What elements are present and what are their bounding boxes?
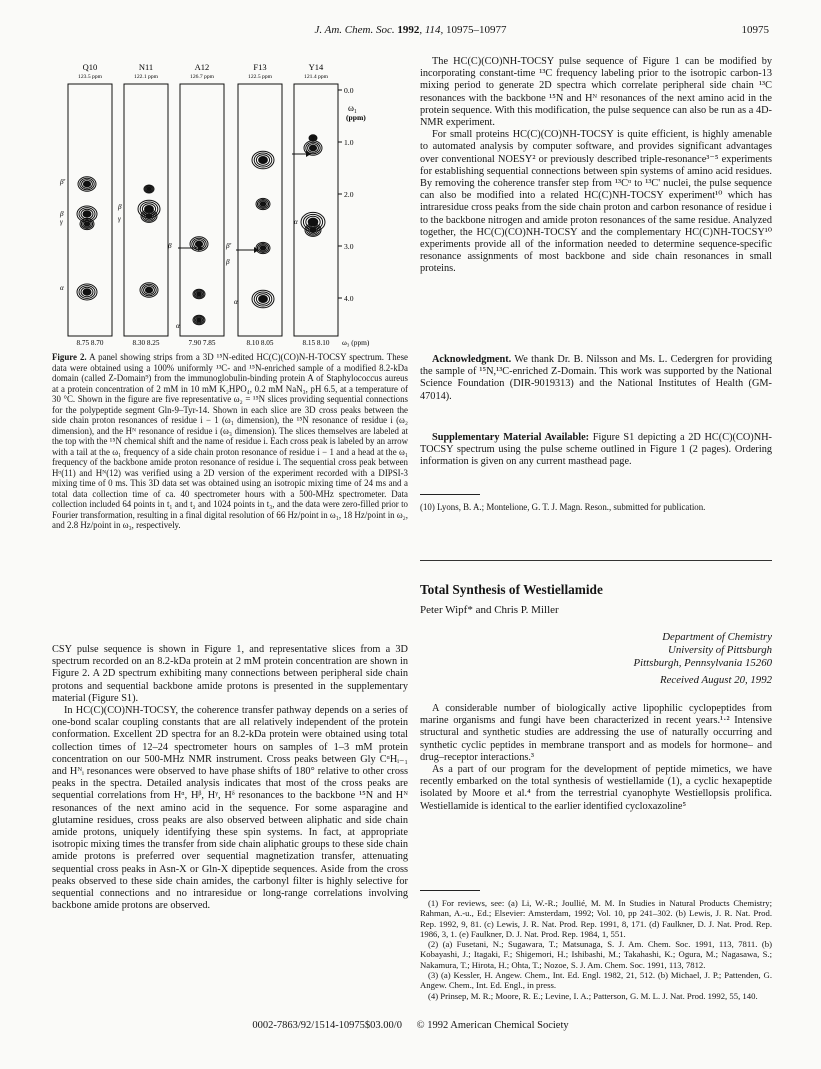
x-tick-label: 8.15 8.10 [302, 339, 330, 347]
footer-code: 0002-7863/92/1514-10975$03.00/0 [252, 1020, 402, 1031]
supplementary-label: Supplementary Material Available: [432, 432, 590, 443]
contour-peak [260, 202, 266, 206]
affiliation-line: Department of Chemistry [662, 631, 772, 643]
contour-peak [83, 289, 91, 295]
strip-residue-label: F13 [253, 64, 267, 72]
x-tick-label: 8.10 8.05 [246, 339, 274, 347]
peak-greek-label: β [168, 242, 172, 250]
strip-ppm-label: 122.1 ppm [134, 74, 158, 80]
strip-residue-label: Y14 [308, 64, 324, 72]
peak-greek-label: β' [60, 178, 66, 186]
reference-item: (3) (a) Kessler, H. Angew. Chem., Int. Ed. Engl. 1982, 21, 512. (b) Michael, J. P.; Pattenden, G. Angew. Chem., Int. Ed. Engl., in press. [420, 970, 772, 991]
contour-peak [146, 213, 152, 218]
contour-peak [83, 211, 91, 217]
acknowledgment-text: We thank Dr. B. Nilsson and Ms. L. Cedergren for providing the sample of ¹⁵N,¹³C-enriched Z-Domain. This work was supported by the National Science Foundation (DIR-9019313) and the National Institutes of Health (GM-47014). [420, 354, 773, 402]
peak-greek-label: α [176, 322, 180, 330]
right-paragraph: The HC(C)(CO)NH-TOCSY pulse sequence of Figure 1 can be modified by incorporating constant-time ¹³C frequency labeling prior to the isotropic carbon-13 mixing period to generate 2D spectra which correlate peripheral side chain ¹³C resonances with the backbone ¹⁵N and Hᴺ resonances of the next amino acid in the protein sequence. With this modification, the pulse sequence can also be run as a 4D-NMR experiment. [420, 56, 772, 129]
footer-copyright: © 1992 American Chemical Society [416, 1020, 569, 1031]
peak-greek-label: β' [226, 242, 232, 250]
strip-residue-label: N11 [138, 64, 154, 72]
reference-item: (1) For reviews, see: (a) Li, W.-R.; Joullié, M. M. In Studies in Natural Products Chemistry; Rahman, A.-u., Ed.; Elsevier: Amsterdam, 1992; Vol. 10, pp 241–302. (b) Lewis, J. R. Nat. Prod. Rep. 1992, 9, 81. (c) Lewis, J. R. Nat. Prod. Rep. 1991, 8, 171. (d) Faulkner, D. J. Nat. Prod. Rep. 1986, 3, 1. (e) Faulkner, D. J. Nat. Prod. Rep. 1984, 1, 551. [420, 898, 772, 939]
footnote-10: (10) Lyons, B. A.; Montelione, G. T. J. Magn. Reson., submitted for publication. [420, 502, 706, 512]
y-tick-label: 3.0 [344, 242, 354, 251]
strip-residue-label: A12 [194, 64, 210, 72]
author-affiliation [570, 631, 772, 687]
journal-citation: J. Am. Chem. Soc. 1992, 114, 10975–10977 [314, 24, 507, 36]
peak-greek-label: γ [60, 218, 63, 226]
running-head [0, 24, 821, 40]
y-tick-label: 0.0 [344, 86, 354, 95]
peak-greek-label: α [294, 218, 298, 226]
article-paragraph: As a part of our program for the development of peptide mimetics, we have recently embarked on the total synthesis of westiellamide (1), a cyclic hexapeptide isolated by Moore et al.⁴ from the terrestrial cyanophyte Westiellopsis prolifica. Westiellamide is identical to the earlier identified cycloxazoline⁵ [420, 764, 772, 812]
y-tick-label: 2.0 [344, 190, 354, 199]
supplementary-material [420, 432, 772, 469]
article-body [420, 703, 772, 813]
left-paragraph: In HC(C)(CO)NH-TOCSY, the coherence transfer pathway depends on a series of one-bond scalar coupling constants that are all relatively independent of the protein conformation. Excellent 2D spectra for an 8.2-kDa protein were obtained using total collection times of 12–24 spectrometer hours on samples of 1–3 mM protein concentration on our 500-MHz NMR instrument. Cross peaks between Gly CᵅHᵢ₋₁ and Hᴺᵢ resonances were observed to have phase shifts of 180° relative to other cross peaks in the spectra. Detailed analysis indicates that most of the cross peaks are sequential correlations from Hᵅ, Hᵝ, Hᵞ, Hᵟ resonances to the backbone ¹⁵N and Hᴺ resonances of the next amino acid in the sequence. For some asparagine and glutamine residues, cross peaks are also observed between aliphatic and side chain amide protons, uniquely identifying these spin systems. In fact, at appropriate isotropic mixing times the transfer from side chain aliphatic groups to these side chain amide protons is preferred over sequential magnetization transfer, attenuating sequential cross peaks in Asn-X or Gln-X dipeptide sequences. Aside from the cross peaks observed to these side chain amides, the carbonyl filter is highly selective for sequential connections and no intraresidue or long-range correlations involving backbone amide protons are observed. [52, 705, 408, 912]
y-tick-label: 4.0 [344, 294, 354, 303]
peak-greek-label: β [60, 210, 64, 218]
nmr-strip [294, 84, 338, 336]
strip-ppm-label: 122.5 ppm [248, 74, 272, 80]
peak-greek-label: β [226, 258, 230, 266]
peak-greek-label: β [118, 203, 122, 211]
page-number: 10975 [741, 24, 769, 36]
right-column-top [420, 56, 772, 276]
strip-residue-label: Q10 [82, 64, 98, 72]
contour-peak [84, 222, 90, 226]
omega3-axis-label: ω₃ (ppm) [342, 338, 370, 347]
contour-peak [145, 287, 152, 293]
nmr-strip-plot [58, 64, 408, 358]
omega1-axis-label: ω₁ [348, 103, 358, 113]
article-authors: Peter Wipf* and Chris P. Miller [420, 604, 559, 616]
contour-peak [197, 292, 202, 296]
omega1-unit-label: (ppm) [346, 113, 366, 122]
acknowledgment-label: Acknowledgment. [432, 354, 512, 365]
reference-item: (2) (a) Fusetani, N.; Sugawara, T.; Matsunaga, S. J. Am. Chem. Soc. 1991, 113, 7811. (b) Kobayashi, J.; Itagaki, F.; Shigemori, H.; Ishibashi, M.; Takahashi, K.; Ogura, M.; Nagasawa, S.; Nakamura, T.; Hirota, H.; Ohta, T.; Nozoe, S. J. Am. Chem. Soc. 1991, 113, 7812. [420, 939, 772, 970]
affiliation-line: Pittsburgh, Pennsylvania 15260 [633, 657, 772, 669]
x-tick-label: 7.90 7.85 [188, 339, 216, 347]
references-rule [420, 890, 480, 891]
contour-peak [311, 137, 314, 140]
y-tick-label: 1.0 [344, 138, 354, 147]
x-tick-label: 8.75 8.70 [76, 339, 104, 347]
left-paragraph: CSY pulse sequence is shown in Figure 1, and representative slices from a 3D spectrum recorded on an 8.2-kDa protein at 2 mM protein concentration are shown in Figure 2. A 2D spectrum exhibiting many connections between peripheral side chain protons and sequential backbone amide protons is presented in the supplementary material (Figure S1). [52, 644, 408, 704]
figure-caption [52, 352, 408, 531]
contour-peak [83, 181, 90, 187]
contour-peak [309, 145, 316, 151]
contour-peak [260, 246, 266, 250]
peak-greek-label: γ [118, 215, 121, 223]
affiliation-line: University of Pittsburgh [668, 644, 772, 656]
contour-peak [197, 318, 202, 322]
strip-ppm-label: 121.4 ppm [304, 74, 328, 80]
reference-item: (4) Prinsep, M. R.; Moore, R. E.; Levine, I. A.; Patterson, G. M. L. J. Nat. Prod. 1992, 55, 140. [428, 990, 758, 1001]
page-footer [0, 1020, 821, 1031]
contour-peak [147, 187, 151, 190]
article-title: Total Synthesis of Westiellamide [420, 582, 603, 597]
peak-greek-label: α [60, 284, 64, 292]
article-paragraph: A considerable number of biologically active lipophilic cyclopeptides from marine organisms and fungi have been characterized in recent years.¹·² Intensive structural and synthetic studies are addressing the use of naturally occurring and synthetic cyclic peptides in membrane transport and as models for hormone– and drug–receptor interactions.³ [420, 703, 772, 763]
strip-ppm-label: 123.5 ppm [78, 74, 102, 80]
received-date: Received August 20, 1992 [660, 674, 772, 686]
references [420, 898, 772, 1001]
nmr-figure [58, 64, 408, 358]
strip-ppm-label: 126.7 ppm [190, 74, 214, 80]
contour-peak [310, 227, 316, 232]
contour-peak [259, 156, 268, 163]
caption-label: Figure 2. [52, 352, 87, 362]
caption-text: A panel showing strips from a 3D ¹⁵N-edited HC(C)(CO)N-H-TOCSY spectrum. These data were obtained using a 100% uniformly ¹³C- and ¹⁵N-enriched sample of a modified 8.2-kDa domain (called Z-Domain⁹) from the immunoglobulin-binding protein A of Staphylococcus aureus at a protein concentration of 2 mM in 10 mM K₂HPO₄, 0.2 mM NaN₃, pH 6.5, at a temperature of 30 °C. Shown in the figure are five representative ω₂ = ¹⁵N slices providing sequential connections for the polypeptide segment Gln-9–Tyr-14. Shown in each slice are 3D cross peaks between the side chain proton resonances of residue i − 1 (ω₁ dimension), the ¹⁵N resonance of residue i (ω₂ dimension), and the Hᴺ resonance of residue i (ω₃ dimension). The slices themselves are labeled at the top with the ¹⁵N chemical shift and the name of residue i. Each cross peak is labeled by an arrow with a tail at the ω₁ frequency of a side chain proton resonance of residue i − 1 and a head at the ω₁ frequency of the backbone amide proton resonance of residue i. The sequential cross peak between Hᵅ(11) and Hᴺ(12) was verified using a 2D version of the experiment recorded with a DIPSI-3 mixing time of 0 ms. This 3D data set was obtained using an isotropic mixing time of 24 ms and a total data collection time of ca. 40 spectrometer hours with a 500-MHz spectrometer. Data collection included 64 points in t₁ and t₂ and 1024 points in t₃, and the data were zero-filled prior to Fourier transformation, resulting in a final digital resolution of 66 Hz/point in ω₁, 18 Hz/point in ω₂, and 2.8 Hz/point in ω₃, respectively. [52, 352, 408, 530]
left-column-body [52, 644, 408, 912]
acknowledgment [420, 354, 772, 403]
supplementary-text: Figure S1 depicting a 2D HC(C)(CO)NH-TOCSY spectrum using the pulse scheme outlined in Figure 1 (2 pages). Ordering information is given on any current masthead page. [420, 432, 772, 468]
x-tick-label: 8.30 8.25 [132, 339, 160, 347]
contour-peak [259, 295, 268, 302]
peak-greek-label: α [234, 298, 238, 306]
right-paragraph: For small proteins HC(C)(CO)NH-TOCSY is quite efficient, is highly amenable to automated analysis by computer software, and provides significant advantages over conventional NOESY² or previously described triple-resonance³⁻⁵ experiments for establishing sequential connections between spin systems of amino acid residues. By removing the coherence transfer step from ¹³Cᵅ to ¹³C' nuclei, the pulse sequence can also be modified into a related HC(C)NH-TOCSY experiment¹⁰ which has intraresidue cross peaks from the side chain proton and carbon resonance of residue i to the backbone nitrogen and amide proton resonances of the same residue. Analyzed together, the HC(C)(CO)NH-TOCSY and the complementary HC(C)NH-TOCSY¹⁰ experiments provide all of the information needed to determine sequence-specific resonance assignments of most backbone and side chain resonances in small proteins. [420, 129, 772, 275]
article-separator [420, 560, 772, 561]
footnote-rule [420, 494, 480, 495]
